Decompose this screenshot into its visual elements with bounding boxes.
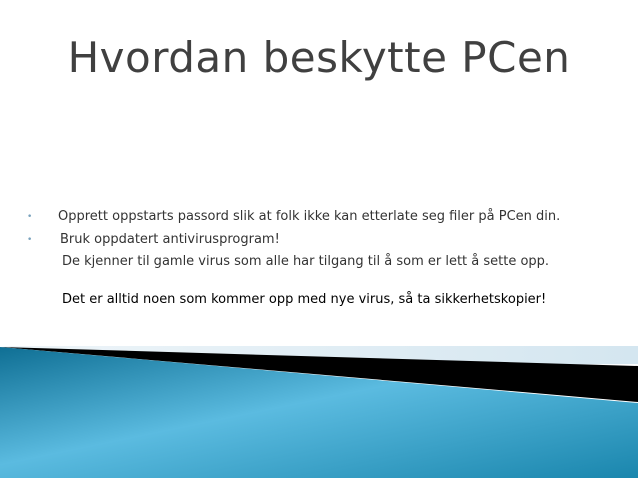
slide-title: Hvordan beskytte PCen (67, 33, 571, 82)
continuation-line-backup: Det er alltid noen som kommer opp med nye virus, så ta sikkerhetskopier! (62, 292, 547, 307)
continuation-line-old-virus: De kjenner til gamle virus som alle har tilgang til å som er lett å sette opp. (62, 254, 550, 269)
bullet-item-antivirus: Bruk oppdatert antivirusprogram! (60, 232, 280, 247)
bullet-marker: • (27, 235, 33, 245)
bullet-item-startup-password: Opprett oppstarts passord slik at folk ikke kan etterlate seg filer på PCen din. (58, 209, 561, 224)
bullet-marker: • (27, 212, 33, 222)
